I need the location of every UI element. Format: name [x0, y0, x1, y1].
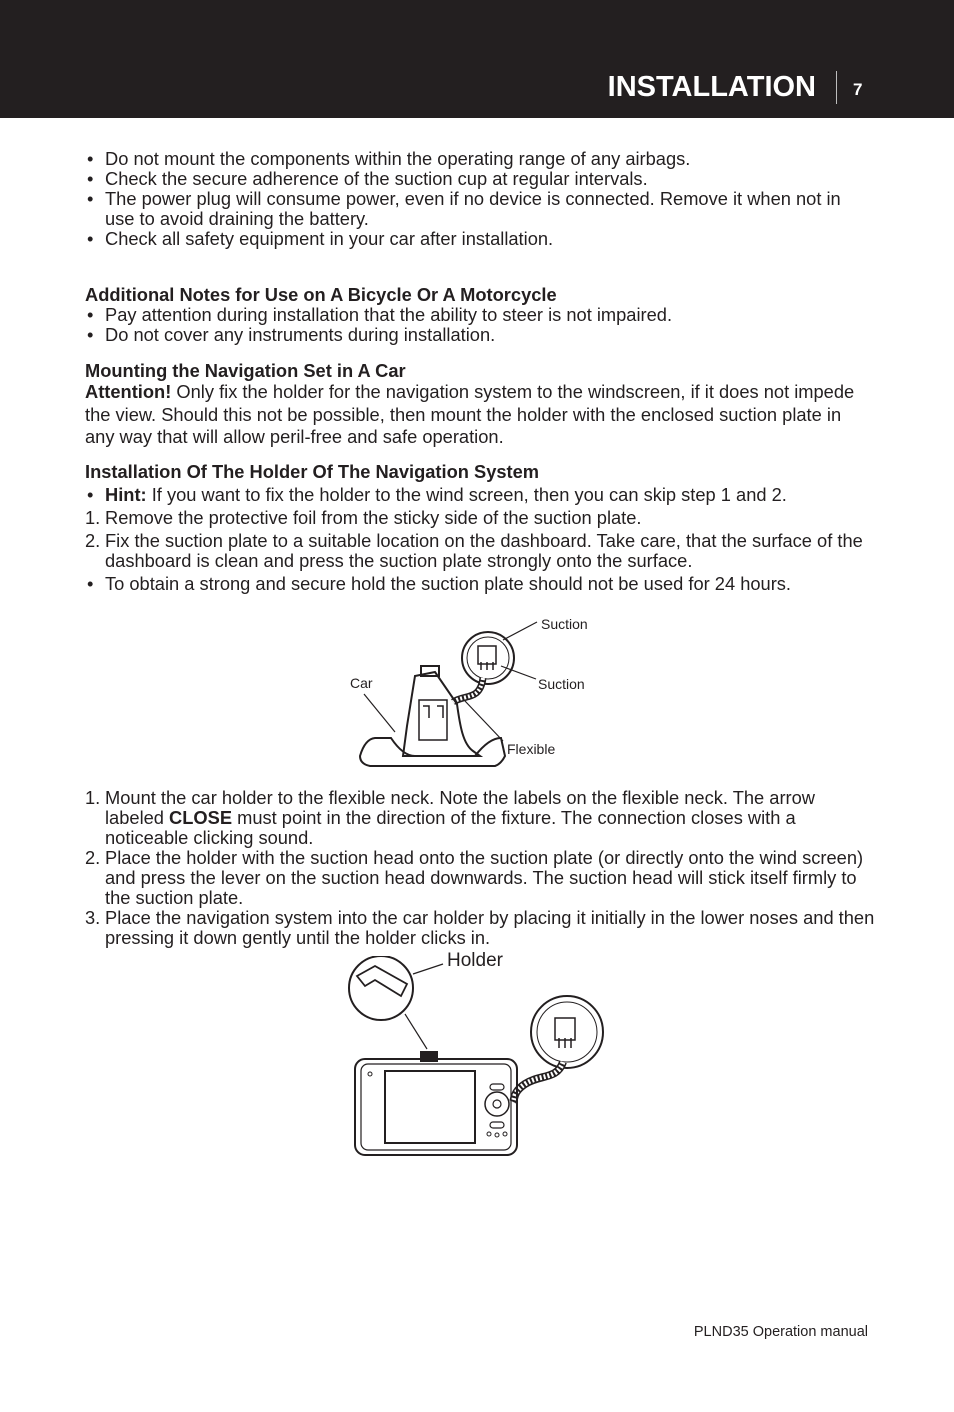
bicycle-section: [85, 285, 875, 345]
figure-label-suction-mid: Suction: [538, 675, 585, 692]
assembly-steps: [85, 788, 875, 948]
step-item: [85, 508, 875, 528]
list-item-text: Check all safety equipment in your car after installation.: [105, 228, 554, 249]
section-title: INSTALLATION: [607, 71, 816, 103]
bullet-marker: •: [87, 188, 94, 209]
list-item-text: Pay attention during installation that the ability to steer is not impaired.: [105, 304, 673, 325]
step-text: Fix the suction plate to a suitable location on the dashboard. Take care, that the surface of the dashboard is clean and press the suction plate strongly onto the surface.: [105, 529, 863, 571]
figure-label-flexible: Flexible: [507, 740, 556, 757]
section-heading: Mounting the Navigation Set in A Car: [85, 360, 406, 381]
step-text: Place the holder with the suction head onto the suction plate (or directly onto the wind screen) and press the lever on the suction head downwards. The suction head will stick itself firmly to the suction plate.: [105, 846, 864, 908]
bullet-marker: •: [87, 572, 94, 594]
list-item-text: Check the secure adherence of the suction cup at regular intervals.: [105, 168, 648, 189]
list-item: [85, 325, 875, 345]
bullet-marker: •: [87, 168, 94, 189]
list-item-text: The power plug will consume power, even if no device is connected. Remove it when not in use to avoid draining the battery.: [105, 188, 841, 229]
header-divider: [836, 71, 837, 104]
attention-label: Attention!: [85, 381, 172, 402]
step-text: Remove the protective foil from the sticky side of the suction plate.: [105, 506, 642, 528]
close-label: CLOSE: [169, 806, 233, 828]
list-item: [85, 149, 875, 169]
page-content: [85, 149, 875, 1166]
safety-list: [85, 149, 875, 249]
list-item-text: Do not mount the components within the operating range of any airbags.: [105, 148, 691, 169]
hint-item: [85, 485, 875, 505]
step-number: 2.: [85, 846, 101, 868]
step-text: To obtain a strong and secure hold the suction plate should not be used for 24 hours.: [105, 572, 792, 594]
step-number: 1.: [85, 786, 101, 808]
figure-label-car: Car: [350, 674, 373, 691]
car-holder-illustration: [85, 606, 875, 776]
step-item: [85, 531, 875, 571]
bullet-marker: •: [87, 304, 94, 325]
list-item: [85, 189, 875, 229]
step-text: Mount the car holder to the flexible neck. Note the labels on the flexible neck. The arrow labeled: [105, 786, 815, 828]
car-holder-figure: [85, 606, 875, 776]
section-heading: Installation Of The Holder Of The Navigation System: [85, 460, 540, 482]
step-item: [85, 908, 875, 948]
step-text-continued: must point in the direction of the fixture. The connection closes with a noticeable clicking sound.: [105, 806, 796, 848]
device-holder-figure: [85, 949, 875, 1166]
list-item: [85, 229, 875, 249]
attention-paragraph: [85, 381, 875, 449]
figure-label-suction-top: Suction: [541, 615, 588, 632]
figure-label-holder: Holder: [447, 949, 503, 971]
bullet-marker: •: [87, 483, 94, 505]
step-item: [85, 574, 875, 594]
step-text: Place the navigation system into the car holder by placing it initially in the lower noses and then pressing it down gently until the holder clicks in.: [105, 906, 875, 948]
step-item: [85, 848, 875, 908]
hint-text: If you want to fix the holder to the wind screen, then you can skip step 1 and 2.: [151, 483, 787, 505]
section-heading: Additional Notes for Use on A Bicycle Or A Motorcycle: [85, 284, 557, 305]
bullet-marker: •: [87, 324, 94, 345]
attention-text: Only fix the holder for the navigation system to the windscreen, if it does not impede the view. Should this not be possible, then mount the holder with the enclosed suction plate in any way that will allow peril-free and safe operation.: [85, 381, 855, 447]
list-item: [85, 305, 875, 325]
page-header: [0, 0, 954, 118]
step-item: [85, 788, 875, 848]
page-number: 7: [853, 80, 863, 99]
holder-install-section: [85, 462, 875, 594]
list-item-text: Do not cover any instruments during installation.: [105, 324, 496, 345]
mounting-section: [85, 361, 875, 449]
list-item: [85, 169, 875, 189]
bullet-marker: •: [87, 148, 94, 169]
step-number: 3.: [85, 906, 101, 928]
hint-label: Hint:: [105, 483, 147, 505]
step-number: 1.: [85, 506, 101, 528]
step-number: 2.: [85, 529, 101, 551]
device-holder-illustration: [85, 956, 875, 1166]
bullet-marker: •: [87, 228, 94, 249]
page-footer: PLND35 Operation manual: [693, 1324, 868, 1340]
